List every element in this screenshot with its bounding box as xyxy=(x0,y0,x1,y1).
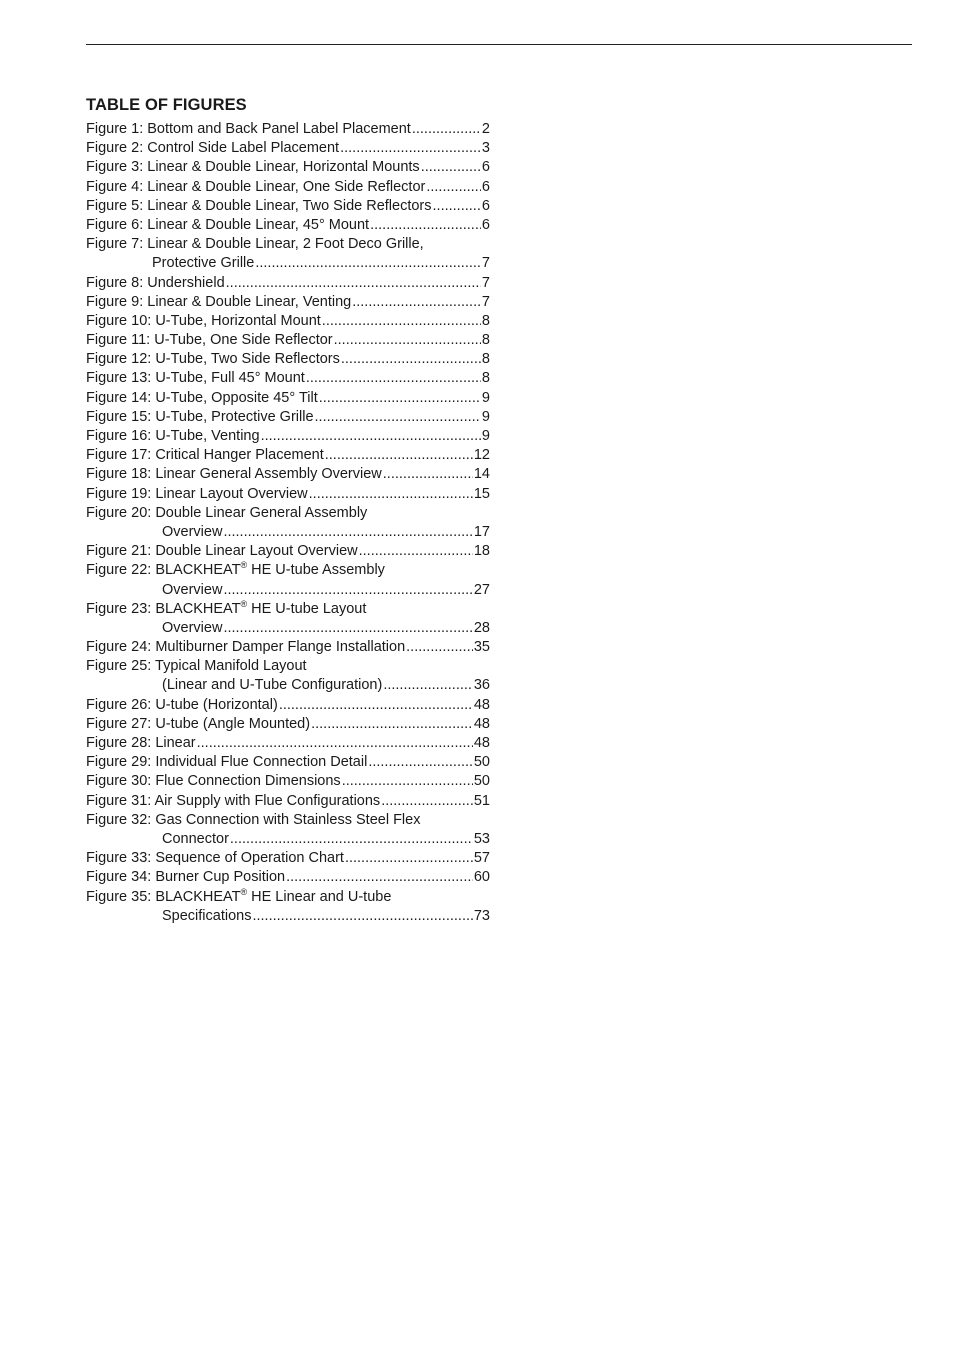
dot-leader xyxy=(255,254,481,273)
toc-entry-label-text: Figure 34: Burner Cup Position xyxy=(86,869,286,886)
toc-page-number: 36 xyxy=(473,677,490,694)
toc-entry-label-text: Figure 2: Control Side Label Placement xyxy=(86,140,340,157)
toc-entry-label xyxy=(86,792,380,811)
toc-entry-label xyxy=(86,868,285,887)
toc-page-number: 28 xyxy=(473,619,490,636)
toc-entry-line xyxy=(86,600,490,619)
toc-page-number: 51 xyxy=(473,792,490,809)
toc-entry-line xyxy=(86,619,490,638)
toc-entry-label-text: Figure 35: BLACKHEAT xyxy=(86,888,241,905)
toc-entry-line xyxy=(86,657,490,676)
dot-leader xyxy=(383,676,473,695)
toc-entry-line xyxy=(86,485,490,504)
toc-entry-label-text: Figure 11: U-Tube, One Side Reflector xyxy=(86,332,333,349)
toc-page-number: 35 xyxy=(473,639,490,656)
toc-entry-line xyxy=(86,197,490,216)
toc-page-number: 7 xyxy=(481,255,490,272)
toc-page-number: 50 xyxy=(473,773,490,790)
toc-page-number: 48 xyxy=(473,715,490,732)
toc-entry-label-text: Figure 4: Linear & Double Linear, One Side Reflector xyxy=(86,178,426,195)
toc-entry-label-text: Figure 3: Linear & Double Linear, Horizontal Mounts xyxy=(86,159,420,176)
toc-entry xyxy=(86,274,490,293)
toc-entry-label-text: Figure 31: Air Supply with Flue Configurations xyxy=(86,792,381,809)
toc-entry-line xyxy=(86,734,490,753)
toc-entry-label-text: Figure 21: Double Linear Layout Overview xyxy=(86,543,358,560)
toc-entry-label xyxy=(86,504,367,523)
dot-leader xyxy=(406,638,473,657)
toc-entry-continuation: Connector xyxy=(162,830,229,847)
toc-entry-label-text: Figure 27: U-tube (Angle Mounted) xyxy=(86,715,311,732)
dot-leader xyxy=(279,696,473,715)
toc-entry xyxy=(86,753,490,772)
toc-entry xyxy=(86,312,490,331)
toc-entry-line xyxy=(86,158,490,177)
toc-entry xyxy=(86,350,490,369)
toc-entry-label-text-after: HE U-tube Layout xyxy=(247,600,367,617)
toc-page-number: 6 xyxy=(481,197,490,214)
toc-page-number: 8 xyxy=(481,370,490,387)
dot-leader xyxy=(261,427,481,446)
toc-page-number: 8 xyxy=(481,351,490,368)
toc-page-number: 7 xyxy=(481,293,490,310)
toc-entry-label xyxy=(86,638,405,657)
toc-entry-line xyxy=(86,331,490,350)
dot-leader xyxy=(383,465,473,484)
toc-entry-label-text: Figure 32: Gas Connection with Stainless Steel Flex xyxy=(86,811,421,828)
dot-leader xyxy=(433,197,481,216)
toc-page-number: 2 xyxy=(481,121,490,137)
dot-leader xyxy=(286,868,473,887)
toc-entry xyxy=(86,216,490,235)
toc-entry-label xyxy=(86,427,260,446)
toc-entry-label xyxy=(86,485,308,504)
dot-leader xyxy=(345,849,473,868)
toc-entry-line xyxy=(86,849,490,868)
toc-entry-line xyxy=(86,772,490,791)
toc-entry-label-text: Figure 12: U-Tube, Two Side Reflectors xyxy=(86,351,340,368)
toc-entry-line xyxy=(86,274,490,293)
toc-entry-line xyxy=(86,638,490,657)
toc-entry xyxy=(86,849,490,868)
dot-leader xyxy=(319,389,481,408)
toc-entry xyxy=(86,465,490,484)
toc-entry-label xyxy=(86,542,358,561)
dot-leader xyxy=(322,312,481,331)
toc-entry xyxy=(86,369,490,388)
toc-page-number: 18 xyxy=(473,543,490,560)
dot-leader xyxy=(226,274,481,293)
toc-entry-line xyxy=(86,792,490,811)
toc-entry xyxy=(86,792,490,811)
toc-entry-label xyxy=(86,235,424,254)
toc-page-number: 50 xyxy=(473,754,490,771)
toc-entry xyxy=(86,638,490,657)
toc-entry-label xyxy=(86,158,420,177)
toc-page-number: 3 xyxy=(481,140,490,157)
toc-entry-label xyxy=(86,350,340,369)
toc-entry-line xyxy=(86,868,490,887)
toc-page-number: 8 xyxy=(481,332,490,349)
toc-entry xyxy=(86,561,490,599)
toc-entry-label xyxy=(86,293,351,312)
toc-entry-label-text: Figure 23: BLACKHEAT xyxy=(86,600,241,617)
toc-entry-label-text: Figure 26: U-tube (Horizontal) xyxy=(86,696,278,713)
toc-entry xyxy=(86,715,490,734)
toc-entry xyxy=(86,389,490,408)
toc-page-number: 6 xyxy=(481,216,490,233)
toc-entry-label xyxy=(86,408,314,427)
dot-leader xyxy=(426,178,481,197)
toc-entry xyxy=(86,600,490,638)
toc-entry-label-text: Figure 10: U-Tube, Horizontal Mount xyxy=(86,312,321,329)
toc-entry xyxy=(86,120,490,139)
toc-entry-line xyxy=(86,561,490,580)
dot-leader xyxy=(368,753,473,772)
toc-entry-label-text: Figure 6: Linear & Double Linear, 45° Mount xyxy=(86,216,370,233)
toc-entry-label-text: Figure 19: Linear Layout Overview xyxy=(86,485,308,502)
toc-entry xyxy=(86,293,490,312)
toc-page-number: 9 xyxy=(481,408,490,425)
toc-entry-continuation: Specifications xyxy=(162,907,252,924)
toc-entry xyxy=(86,178,490,197)
dot-leader xyxy=(197,734,473,753)
toc-entry xyxy=(86,427,490,446)
toc-entry-label xyxy=(86,811,420,830)
dot-leader xyxy=(370,216,481,235)
toc-entry-line xyxy=(86,523,490,542)
toc-entry xyxy=(86,446,490,465)
dot-leader xyxy=(309,485,473,504)
toc-entry-line xyxy=(86,715,490,734)
toc-entry-label-text: Figure 8: Undershield xyxy=(86,274,225,291)
dot-leader xyxy=(306,369,481,388)
toc-entry-line xyxy=(86,120,490,139)
toc-entry xyxy=(86,504,490,542)
toc-entry-label-text: Figure 22: BLACKHEAT xyxy=(86,562,241,579)
toc-title: TABLE OF FIGURES xyxy=(86,96,247,114)
dot-leader xyxy=(421,158,481,177)
toc-page-number: 14 xyxy=(473,466,490,483)
toc-entry-label xyxy=(86,369,305,388)
toc-entry-line xyxy=(86,542,490,561)
toc-entry xyxy=(86,331,490,350)
toc-entry-label xyxy=(86,734,196,753)
toc-entry-label-text: Figure 15: U-Tube, Protective Grille xyxy=(86,408,314,425)
toc-entry-line xyxy=(86,676,490,695)
dot-leader xyxy=(334,331,481,350)
toc-entry-line xyxy=(86,696,490,715)
toc-entry-label-text: Figure 30: Flue Connection Dimensions xyxy=(86,773,341,790)
toc-page-number: 17 xyxy=(473,523,490,540)
dot-leader xyxy=(352,293,481,312)
toc-entry-line xyxy=(86,178,490,197)
toc-entry-line xyxy=(86,811,490,830)
toc-entry-continuation: Overview xyxy=(162,619,223,636)
toc-page-number: 53 xyxy=(473,830,490,847)
toc-page-number: 9 xyxy=(481,389,490,406)
toc-page-number: 9 xyxy=(481,428,490,444)
toc-entry-label-text-after: HE U-tube Assembly xyxy=(247,562,385,579)
toc-entry-label-text: Figure 7: Linear & Double Linear, 2 Foot Deco Grille, xyxy=(86,236,424,253)
toc-page-number: 6 xyxy=(481,178,490,195)
registered-mark: ® xyxy=(240,598,248,609)
toc-entry xyxy=(86,408,490,427)
toc-page-number: 73 xyxy=(473,907,490,924)
toc-entry-line xyxy=(86,888,490,907)
toc-entry-list xyxy=(86,120,490,926)
toc-entry-label-text: Figure 24: Multiburner Damper Flange Installation xyxy=(86,639,406,656)
toc-entry-label xyxy=(86,753,367,772)
registered-mark: ® xyxy=(240,560,248,571)
toc-page-number: 6 xyxy=(481,159,490,176)
toc-entry-label xyxy=(86,139,339,158)
registered-mark: ® xyxy=(240,886,248,897)
toc-page-number: 15 xyxy=(473,485,490,502)
toc-entry-label-text: Figure 18: Linear General Assembly Overview xyxy=(86,466,382,483)
toc-entry xyxy=(86,197,490,216)
table-of-figures xyxy=(86,95,490,926)
toc-entry-label xyxy=(86,331,333,350)
toc-entry-label-text: Figure 13: U-Tube, Full 45° Mount xyxy=(86,370,305,387)
toc-entry-label xyxy=(86,389,318,408)
toc-entry-label-text: Figure 9: Linear & Double Linear, Venting xyxy=(86,293,352,310)
toc-entry-line xyxy=(86,254,490,273)
toc-entry xyxy=(86,485,490,504)
toc-entry-label-text: Figure 16: U-Tube, Venting xyxy=(86,428,260,444)
toc-entry-label xyxy=(86,197,432,216)
toc-entry xyxy=(86,657,490,695)
toc-entry-label xyxy=(86,600,366,619)
toc-entry-label xyxy=(86,178,425,197)
toc-page-number: 60 xyxy=(473,869,490,886)
toc-entry-label-text: Figure 25: Typical Manifold Layout xyxy=(86,658,307,675)
toc-entry-line xyxy=(86,753,490,772)
toc-entry-line xyxy=(86,369,490,388)
toc-page-number: 8 xyxy=(481,312,490,329)
toc-page-number: 12 xyxy=(473,447,490,464)
dot-leader xyxy=(252,907,472,926)
toc-entry-line xyxy=(86,446,490,465)
toc-entry-label xyxy=(86,216,369,235)
toc-page-number: 7 xyxy=(481,274,490,291)
dot-leader xyxy=(315,408,481,427)
toc-entry-continuation: (Linear and U-Tube Configuration) xyxy=(162,677,383,694)
dot-leader xyxy=(381,792,473,811)
dot-leader xyxy=(223,523,472,542)
dot-leader xyxy=(325,446,473,465)
toc-entry-label xyxy=(86,772,341,791)
dot-leader xyxy=(223,581,472,600)
toc-entry-label-text: Figure 28: Linear xyxy=(86,735,196,751)
toc-entry xyxy=(86,235,490,273)
toc-entry-line xyxy=(86,504,490,523)
toc-page-number: 27 xyxy=(473,581,490,598)
toc-page-number: 48 xyxy=(473,735,490,751)
toc-entry xyxy=(86,158,490,177)
toc-entry-label-text: Figure 33: Sequence of Operation Chart xyxy=(86,850,344,867)
toc-entry-line xyxy=(86,408,490,427)
toc-entry-label-text: Figure 17: Critical Hanger Placement xyxy=(86,447,324,464)
dot-leader xyxy=(230,830,473,849)
dot-leader xyxy=(341,350,481,369)
toc-entry-continuation: Overview xyxy=(162,581,223,598)
toc-page-number: 48 xyxy=(473,696,490,713)
toc-entry xyxy=(86,888,490,926)
dot-leader xyxy=(342,772,473,791)
toc-entry-label xyxy=(86,849,344,868)
toc-entry xyxy=(86,542,490,561)
toc-entry-line xyxy=(86,216,490,235)
toc-entry-label xyxy=(86,561,385,580)
toc-entry xyxy=(86,868,490,887)
toc-entry-continuation: Overview xyxy=(162,523,223,540)
dot-leader xyxy=(359,542,473,561)
toc-entry xyxy=(86,734,490,753)
toc-entry-label xyxy=(86,888,391,907)
toc-entry-label-text: Figure 1: Bottom and Back Panel Label Placement xyxy=(86,121,411,137)
toc-entry-label-text: Figure 5: Linear & Double Linear, Two Side Reflectors xyxy=(86,197,432,214)
toc-entry xyxy=(86,811,490,849)
toc-entry xyxy=(86,772,490,791)
toc-entry-continuation: Protective Grille xyxy=(152,255,255,272)
dot-leader xyxy=(311,715,473,734)
toc-entry-label-text: Figure 14: U-Tube, Opposite 45° Tilt xyxy=(86,389,318,406)
toc-entry-line xyxy=(86,389,490,408)
toc-entry-line xyxy=(86,907,490,926)
toc-entry xyxy=(86,139,490,158)
toc-entry-label xyxy=(86,715,310,734)
toc-entry-label-text: Figure 29: Individual Flue Connection Detail xyxy=(86,754,368,771)
toc-page-number: 57 xyxy=(473,850,490,867)
toc-entry-label xyxy=(86,657,307,676)
toc-entry-label xyxy=(86,120,411,139)
toc-entry-label xyxy=(86,696,278,715)
toc-entry-line xyxy=(86,139,490,158)
toc-entry-line xyxy=(86,465,490,484)
toc-entry-label xyxy=(86,446,324,465)
toc-entry-label xyxy=(86,274,225,293)
toc-entry-line xyxy=(86,312,490,331)
toc-entry-label xyxy=(86,312,321,331)
header-rule xyxy=(86,44,912,45)
toc-entry-label-text-after: HE Linear and U-tube xyxy=(247,888,392,905)
toc-entry-line xyxy=(86,293,490,312)
toc-entry-label xyxy=(86,465,382,484)
toc-entry xyxy=(86,696,490,715)
toc-entry-label-text: Figure 20: Double Linear General Assembly xyxy=(86,504,368,521)
toc-entry-line xyxy=(86,350,490,369)
toc-entry-line xyxy=(86,830,490,849)
toc-entry-line xyxy=(86,581,490,600)
dot-leader xyxy=(340,139,481,158)
toc-entry-line xyxy=(86,427,490,446)
dot-leader xyxy=(223,619,472,638)
dot-leader xyxy=(412,120,481,139)
toc-entry-line xyxy=(86,235,490,254)
